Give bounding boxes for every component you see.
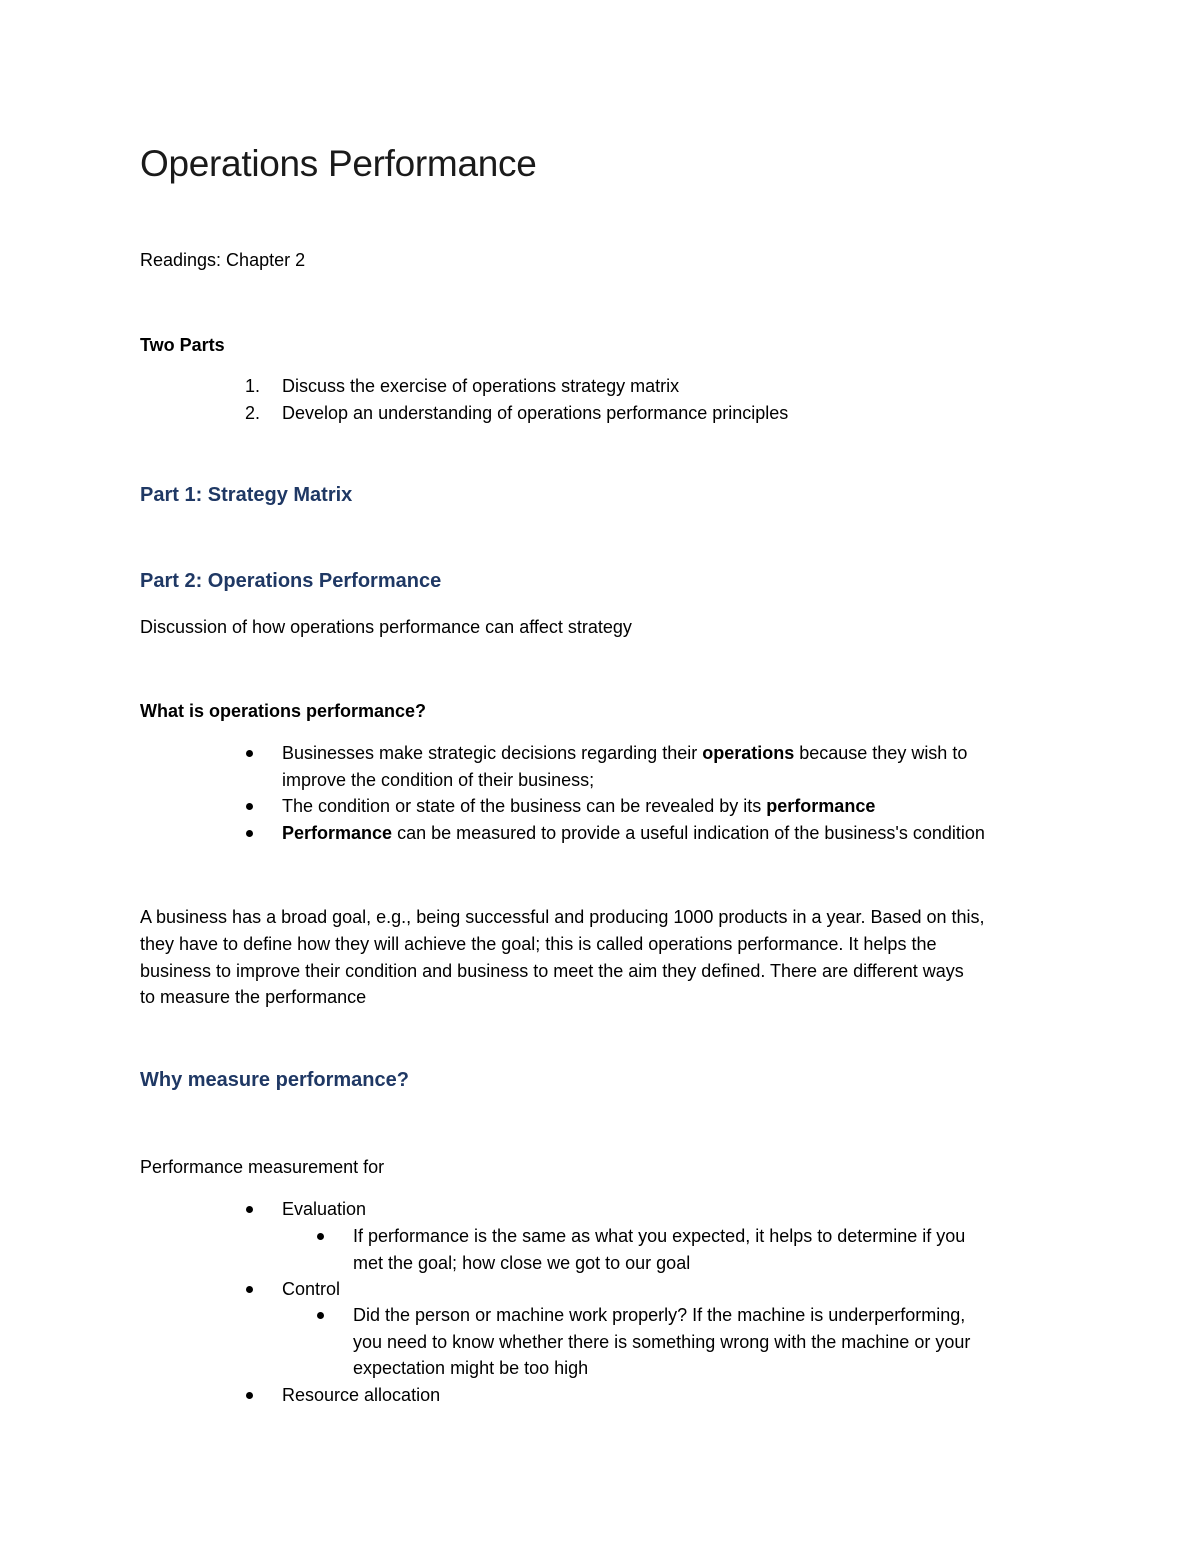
two-parts-heading: Two Parts <box>140 335 225 355</box>
list-item-text: because they wish to <box>794 743 968 763</box>
bullet-icon <box>246 803 253 810</box>
bullet-icon <box>246 1206 253 1213</box>
page-title: Operations Performance <box>140 143 537 184</box>
list-number: 2. <box>245 403 261 423</box>
list-item: Resource allocation <box>282 1385 441 1405</box>
why-measure-heading: Why measure performance? <box>140 1069 409 1091</box>
part2-intro: Discussion of how operations performance can affect strategy <box>140 617 632 637</box>
list-item-bold: Performance <box>282 823 393 843</box>
list-item-text: Businesses make strategic decisions regarding their <box>282 743 703 763</box>
part1-heading: Part 1: Strategy Matrix <box>140 484 353 506</box>
readings-line: Readings: Chapter 2 <box>140 250 306 270</box>
list-item <box>282 820 985 847</box>
list-item: Discuss the exercise of operations strategy matrix <box>282 376 680 396</box>
sub-list-item: If performance is the same as what you expected, it helps to determine if you <box>353 1226 966 1246</box>
list-item: Evaluation <box>282 1199 367 1219</box>
list-item <box>282 793 875 820</box>
measurement-intro: Performance measurement for <box>140 1157 385 1177</box>
sub-list-item-continuation: expectation might be too high <box>353 1358 589 1378</box>
list-item-continuation: improve the condition of their business; <box>282 770 595 790</box>
bullet-icon <box>246 1286 253 1293</box>
bullet-icon <box>246 750 253 757</box>
sub-list-item-continuation: you need to know whether there is something wrong with the machine or your <box>353 1332 971 1352</box>
list-item-bold: performance <box>766 796 876 816</box>
paragraph-line: business to improve their condition and business to meet the aim they defined. There are different ways <box>140 961 964 981</box>
list-item-text: can be measured to provide a useful indication of the business's condition <box>392 823 985 843</box>
what-is-heading: What is operations performance? <box>140 701 427 721</box>
paragraph-line: to measure the performance <box>140 987 367 1007</box>
part2-heading: Part 2: Operations Performance <box>140 570 442 592</box>
paragraph-line: A business has a broad goal, e.g., being successful and producing 1000 products in a year. Based on this, <box>140 907 985 927</box>
bullet-icon <box>246 830 253 837</box>
list-item: Control <box>282 1279 341 1299</box>
sub-bullet-icon <box>317 1233 324 1240</box>
list-item-bold: operations <box>702 743 795 763</box>
sub-list-item-continuation: met the goal; how close we got to our goal <box>353 1253 691 1273</box>
list-item: Develop an understanding of operations performance principles <box>282 403 789 423</box>
list-item-text: The condition or state of the business can be revealed by its <box>282 796 767 816</box>
list-number: 1. <box>245 376 261 396</box>
bullet-icon <box>246 1392 253 1399</box>
list-item <box>282 740 967 767</box>
sub-bullet-icon <box>317 1312 324 1319</box>
paragraph-line: they have to define how they will achieve the goal; this is called operations performance. It helps the <box>140 934 937 954</box>
sub-list-item: Did the person or machine work properly? If the machine is underperforming, <box>353 1305 966 1325</box>
